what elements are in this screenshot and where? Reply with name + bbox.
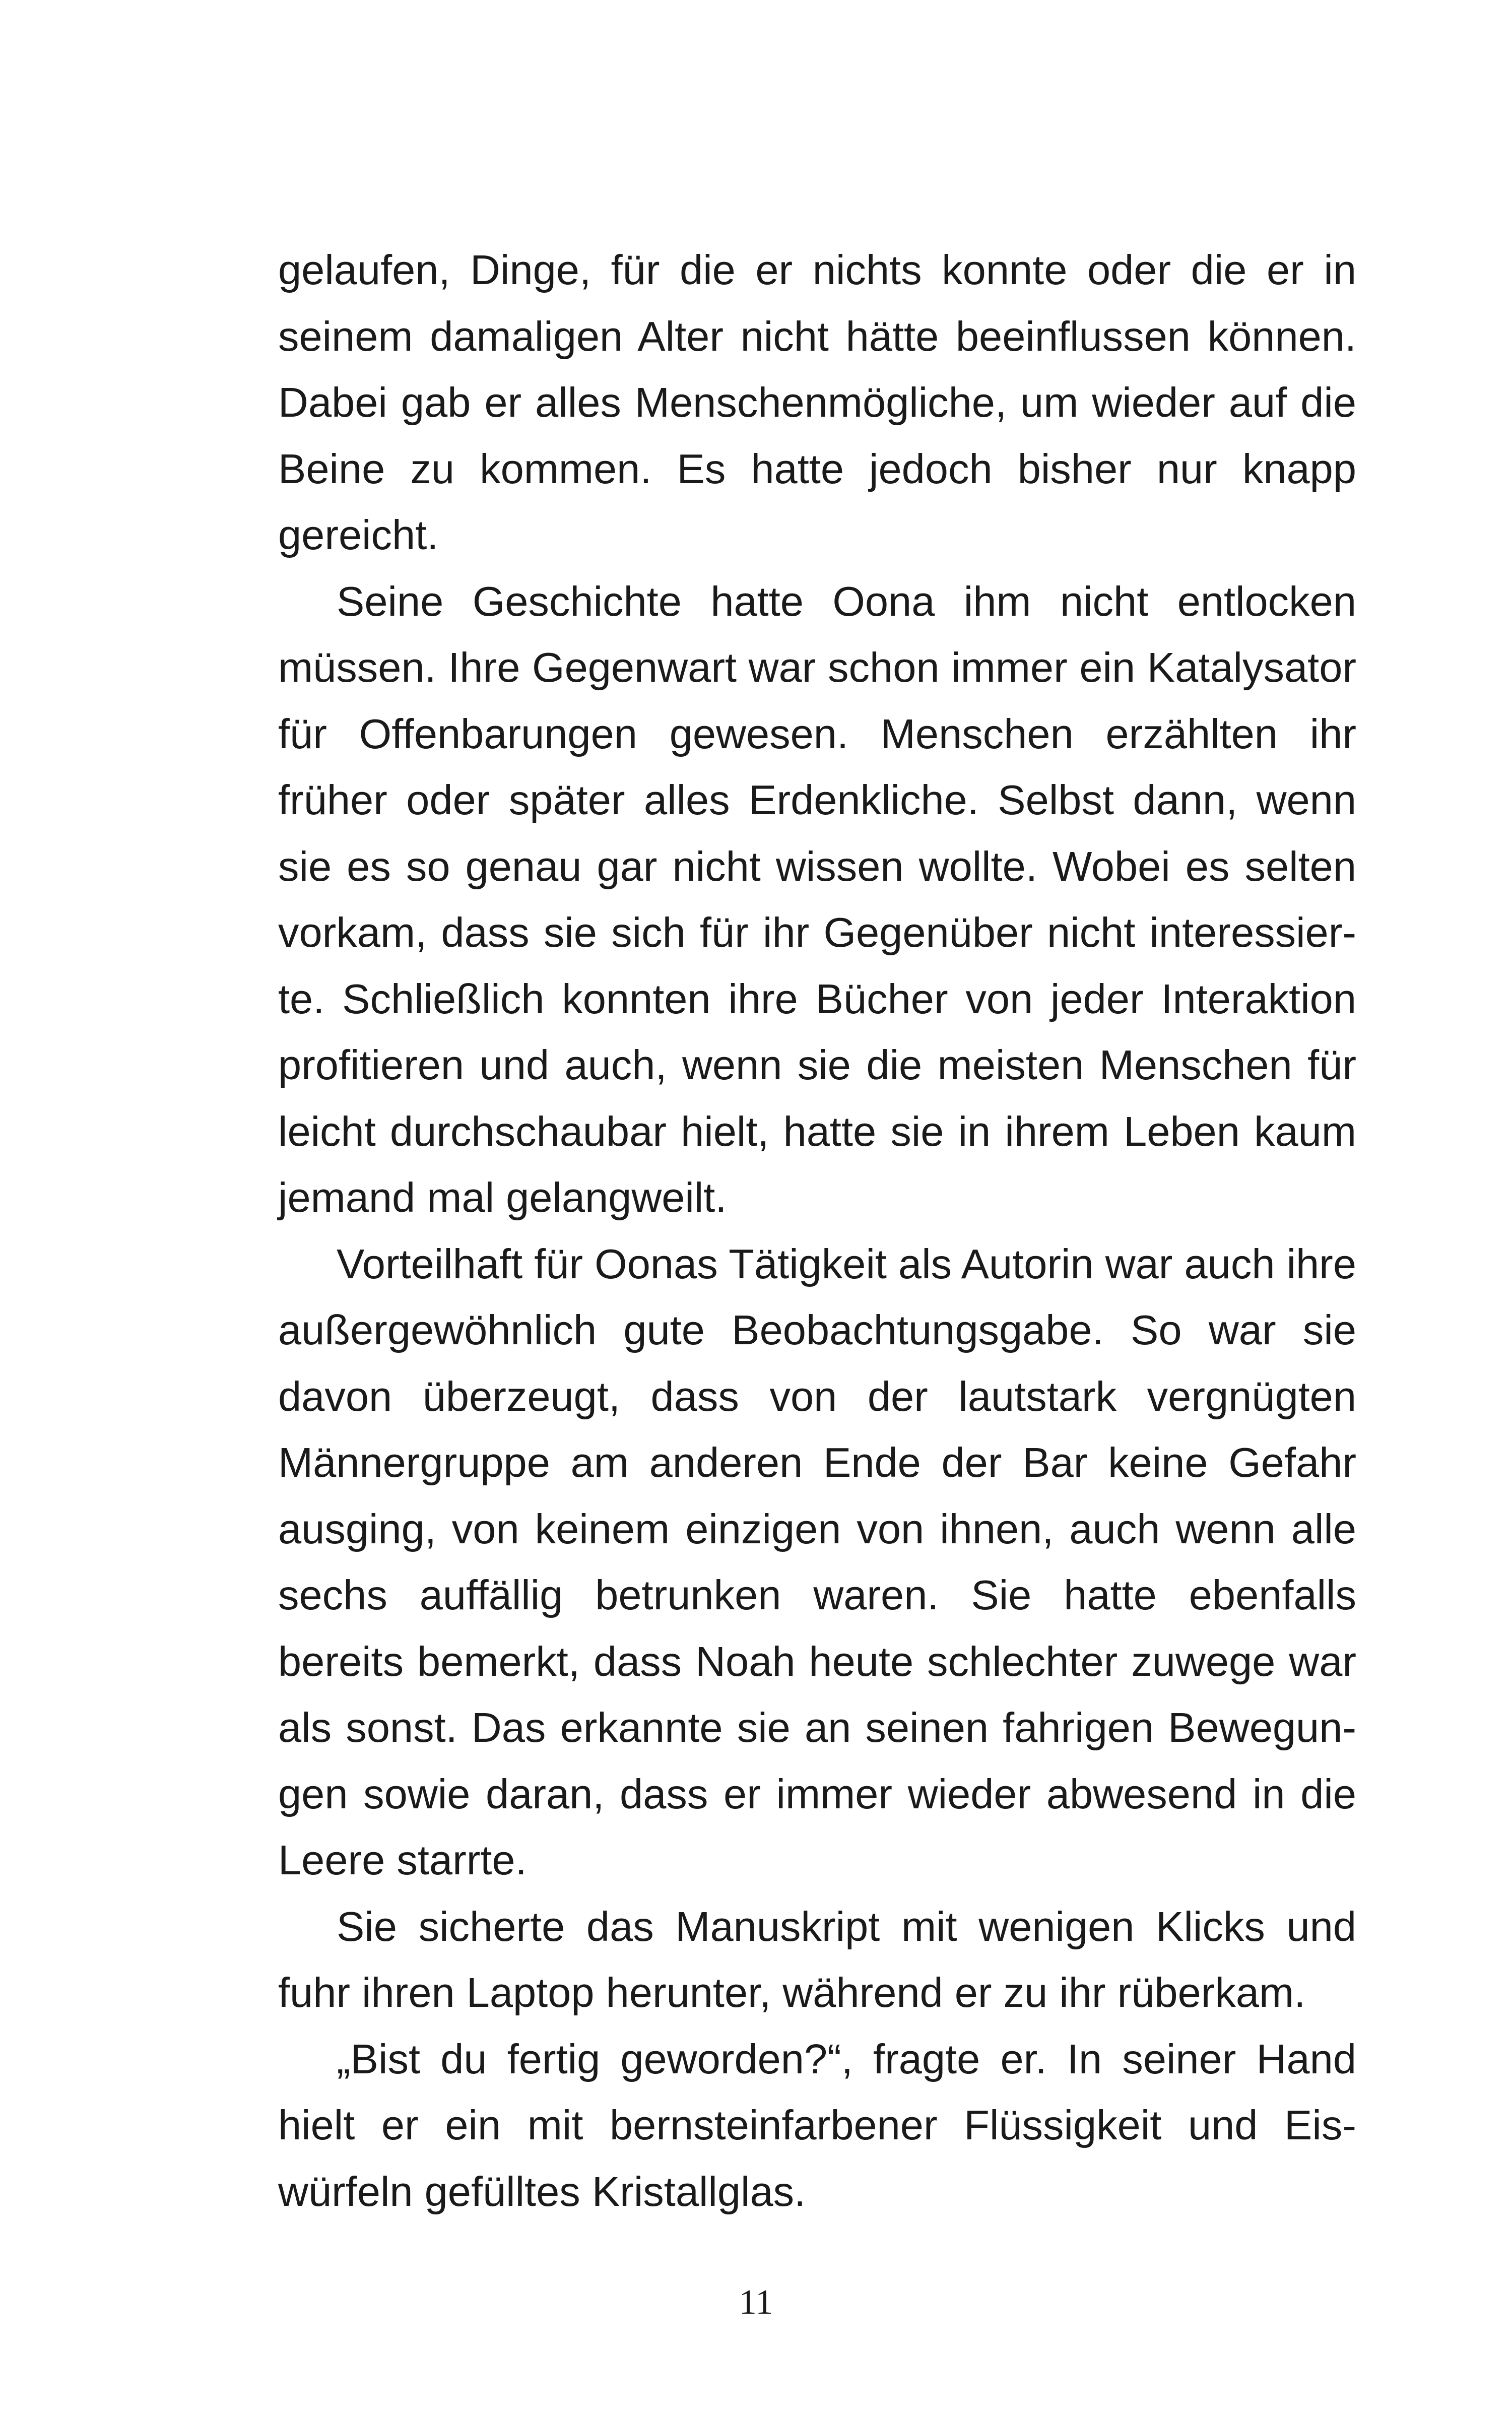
paragraph-1: gelaufen, Dinge, für die er nichts konnte oder die er in seinem damaligen Alter nicht hätte beeinflussen können. Dabei gab er alles Menschenmögliche, um wieder auf die Beine zu kommen. Es hatte jedoch bisher nur knapp gereicht. xyxy=(278,246,1356,558)
body-text xyxy=(278,237,1356,2225)
paragraph-2: Seine Geschichte hatte Oona ihm nicht entlocken müssen. Ihre Gegenwart war schon immer ein Katalysator für Offenbarungen gewesen. Menschen erzählten ihr früher oder später alles Erdenkliche. Selbst dann, wenn sie es so genau gar nicht wissen wollte. Wobei es selten vorkam, dass sie sich für ihr Gegenüber nicht interessierte. Schließlich konnten ihre Bücher von jeder Interaktion profitieren und auch, wenn sie die meisten Menschen für leicht durchschaubar hielt, hatte sie in ihrem Leben kaum jemand mal gelangweilt. xyxy=(278,577,1356,1221)
paragraph-4: Sie sicherte das Manuskript mit wenigen Klicks und fuhr ihren Laptop herunter, während er zu ihr rüberkam. xyxy=(278,1903,1356,2016)
page-number: 11 xyxy=(739,2283,773,2322)
paragraph-3: Vorteilhaft für Oonas Tätigkeit als Autorin war auch ihre außergewöhnlich gute Beobachtungsgabe. So war sie davon überzeugt, dass von der lautstark vergnügten Männergruppe am anderen Ende der Bar keine Gefahr ausging, von keinem einzigen von ihnen, auch wenn alle sechs auffällig betrunken waren. Sie hatte ebenfalls bereits bemerkt, dass Noah heute schlechter zuwege war als sonst. Das erkannte sie an seinen fahrigen Bewegungen sowie daran, dass er immer wieder abwesend in die Leere starrte. xyxy=(278,1240,1356,1883)
paragraph-5: „Bist du fertig geworden?“, fragte er. In seiner Hand hielt er ein mit bernsteinfarbener Flüssigkeit und Eiswürfeln gefülltes Kristallglas. xyxy=(278,2035,1356,2215)
